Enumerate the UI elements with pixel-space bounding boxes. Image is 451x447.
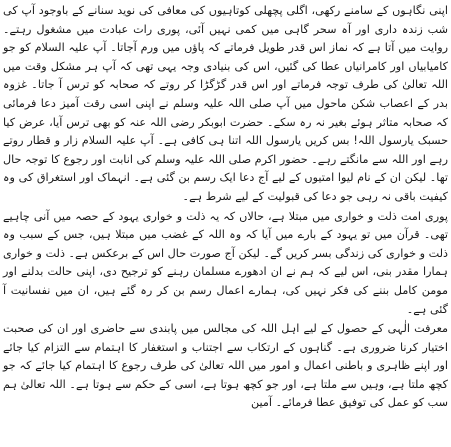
paragraph-1: اپنی نگاہوں کے سامنے رکھی، اگلی پچھلی کوتاہیوں کی معافی کی نوید سنانے کے باوجود آپ کی شب زندہ داری اور آہ سحر گاہی میں کمی نہیں آئی، پوری رات عبادت میں مشغول رہتے۔ روایت میں آتا ہے کہ نماز اس قدر طویل فرماتے کہ پاؤں میں ورم آجاتا۔ آپ علیہ السلام کو جو کامیابیاں اور کامرانیاں عطا کی گئیں، اس کی بنیادی وجہ یہی تھی کہ آپ ہر مشکل وقت میں اللہ تعالیٰ کی طرف توجہ فرماتے اور اس قدر گڑگڑا کر روتے کہ صحابہ کو ترس آ جاتا۔ غزوہ بدر کے اعصاب شکن ماحول میں آپ صلی اللہ علیہ وسلم نے اپنی اسی رقت آمیز دعا فرمائی کہ صحابہ متاثر ہوئے بغیر نہ رہ سکے۔ حضرت ابوبکر رضی اللہ عنہ کو بھی ترس آیا، عرض کیا حسبک یارسول اللہ! بس کریں یارسول اللہ اتنا ہی کافی ہے۔ آپ علیہ السلام زار و قطار روتے رہے اور اللہ سے مانگتے رہے۔ حضور اکرم صلی اللہ علیہ وسلم کی انابت اور رجوع کا توجہ حال تھا۔ لیکن ان کے نام لیوا امتیوں کے لیے آج دعا ایک رسم بن گئی ہے۔ انہماک اور استغراق کی وہ کیفیت باقی نہ رہی جو دعا کی قبولیت کے لیے شرط ہے۔ [3,4,448,203]
paragraph-2: پوری امت ذلت و خواری میں مبتلا ہے، حالاں کہ یہ ذلت و خواری یہود کے حصہ میں آنی چاہیے تھی۔ قرآن میں تو یہود کے بارے میں آیا کہ وہ اللہ کے غضب میں مبتلا ہیں، جس کے سبب وہ ذلت و خواری کی زندگی بسر کریں گے۔ لیکن آج صورت حال اس کے برعکس ہے۔ ذلت و خواری ہمارا مقدر بنی، اس لیے کہ ہم نے ان ادھورے مسلمان رہنے کو ترجیح دی، اپنی حالت بدلنے اور مومن کامل بننے کی فکر نہیں کی، ہمارے اعمال رسم بن کر رہ گئے ہیں، ان میں نفسانیت آ گئی ہے۔ [3,209,448,316]
paragraph-3: معرفت الٰہی کے حصول کے لیے اہل اللہ کی مجالس میں پابندی سے حاضری اور ان کی صحبت اختیار کرنا ضروری ہے۔ گناہوں کے ارتکاب سے اجتناب و استغفار کا اہتمام سے التزام کیا جائے اور اپنے ظاہری و باطنی اعمال و امور میں اللہ تعالیٰ کی طرف رجوع کا اہتمام کیا جائے کہ جو کچھ ملتا ہے، وہیں سے ملتا ہے، اور جو کچھ ہوتا ہے، اسی کے حکم سے ہوتا ہے۔ اللہ تعالیٰ ہم سب کو عمل کی توفیق عطا فرمائے۔ آمین [3,322,448,410]
